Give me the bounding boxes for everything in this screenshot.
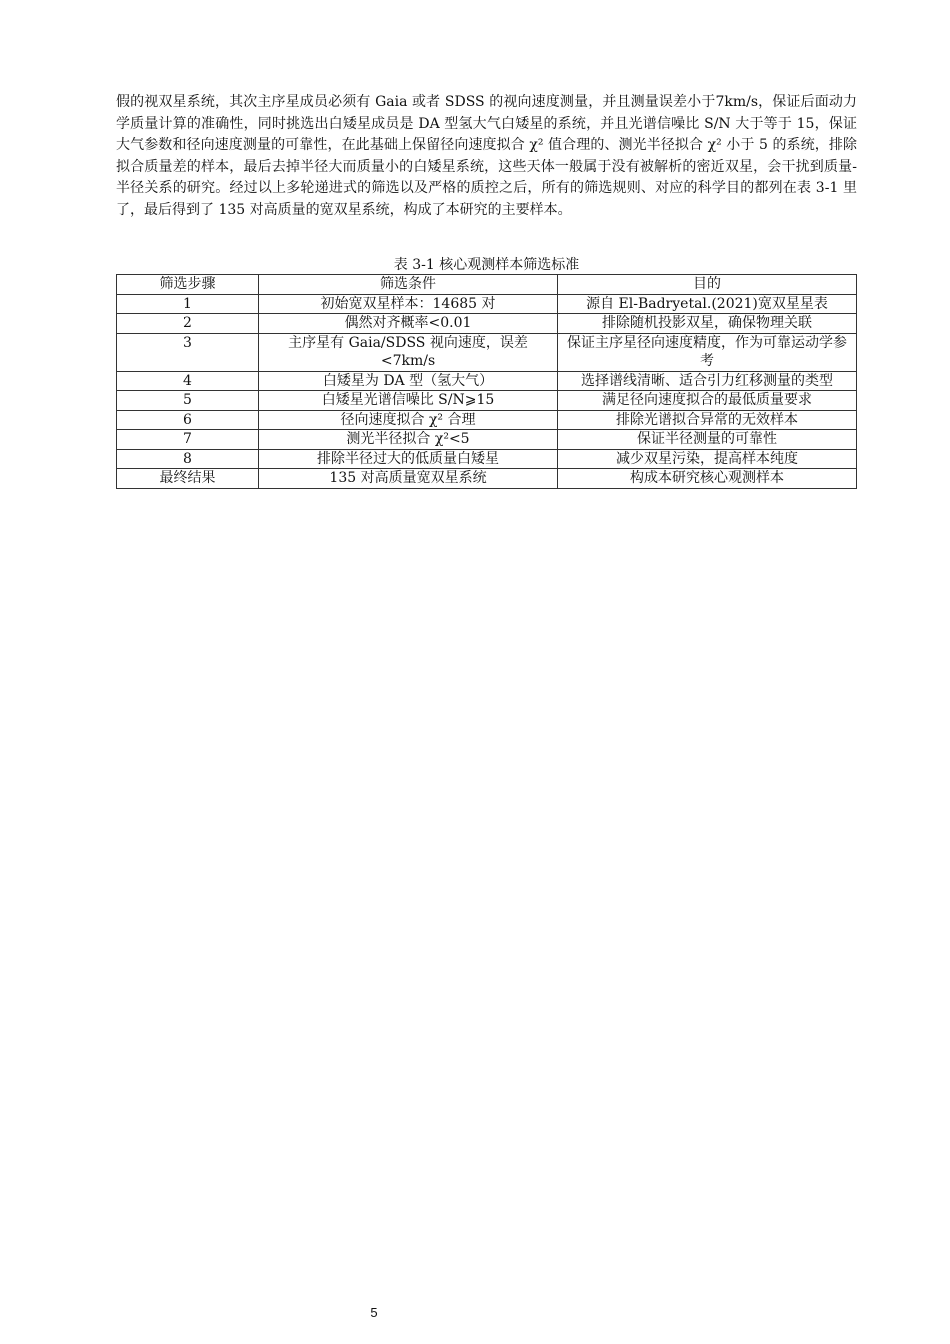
page-number: 5	[370, 1305, 378, 1320]
table-row	[117, 449, 857, 469]
cell-step: 2	[117, 314, 259, 334]
table-row	[117, 410, 857, 430]
table-row	[117, 391, 857, 411]
header-condition: 筛选条件	[259, 275, 558, 295]
cell-purpose: 排除随机投影双星，确保物理关联	[558, 314, 857, 334]
body-paragraph: 假的视双星系统，其次主序星成员必须有 Gaia 或者 SDSS 的视向速度测量，并且测量误差小于7km/s，保证后面动力学质量计算的准确性，同时挑选出白矮星成员是 DA 型氢大气白矮星的系统，并且光谱信噪比 S/N 大于等于 15，保证大气参数和径向速度测量的可靠性，在此基础上保留径向速度拟合 χ² 值合理的、测光半径拟合 χ² 小于 5 的系统，排除拟合质量差的样本，最后去掉半径大而质量小的白矮星系统，这些天体一般属于没有被解析的密近双星，会干扰到质量-半径关系的研究。经过以上多轮递进式的筛选以及严格的质控之后，所有的筛选规则、对应的科学目的都列在表 3-1 里了，最后得到了 135 对高质量的宽双星系统，构成了本研究的主要样本。	[116, 94, 857, 218]
cell-purpose: 构成本研究核心观测样本	[558, 469, 857, 489]
cell-condition: 初始宽双星样本：14685 对	[259, 294, 558, 314]
cell-condition: 排除半径过大的低质量白矮星	[259, 449, 558, 469]
cell-step: 3	[117, 333, 259, 371]
cell-condition: 白矮星光谱信噪比 S/N⩾15	[259, 391, 558, 411]
cell-step: 1	[117, 294, 259, 314]
cell-condition: 白矮星为 DA 型（氢大气）	[259, 371, 558, 391]
table-row	[117, 430, 857, 450]
cell-purpose: 选择谱线清晰、适合引力红移测量的类型	[558, 371, 857, 391]
table-caption: 表 3-1 核心观测样本筛选标准	[393, 257, 580, 273]
header-step: 筛选步骤	[117, 275, 259, 295]
cell-step: 最终结果	[117, 469, 259, 489]
table-header-row	[117, 275, 857, 295]
cell-step: 7	[117, 430, 259, 450]
cell-purpose: 源自 El-Badryetal.(2021)宽双星星表	[558, 294, 857, 314]
cell-condition: 主序星有 Gaia/SDSS 视向速度，误差<7km/s	[259, 333, 558, 371]
cell-condition: 径向速度拟合 χ² 合理	[259, 410, 558, 430]
screening-criteria-table	[116, 274, 857, 489]
table-row	[117, 314, 857, 334]
table-row	[117, 333, 857, 371]
cell-purpose: 排除光谱拟合异常的无效样本	[558, 410, 857, 430]
cell-condition: 偶然对齐概率<0.01	[259, 314, 558, 334]
cell-step: 4	[117, 371, 259, 391]
cell-purpose: 减少双星污染，提高样本纯度	[558, 449, 857, 469]
cell-purpose: 保证主序星径向速度精度，作为可靠运动学参考	[558, 333, 857, 371]
cell-condition: 135 对高质量宽双星系统	[259, 469, 558, 489]
table-row	[117, 371, 857, 391]
cell-step: 6	[117, 410, 259, 430]
cell-purpose: 满足径向速度拟合的最低质量要求	[558, 391, 857, 411]
cell-condition: 测光半径拟合 χ²<5	[259, 430, 558, 450]
table-row-final	[117, 469, 857, 489]
cell-step: 5	[117, 391, 259, 411]
header-purpose: 目的	[558, 275, 857, 295]
table-row	[117, 294, 857, 314]
cell-purpose: 保证半径测量的可靠性	[558, 430, 857, 450]
cell-step: 8	[117, 449, 259, 469]
